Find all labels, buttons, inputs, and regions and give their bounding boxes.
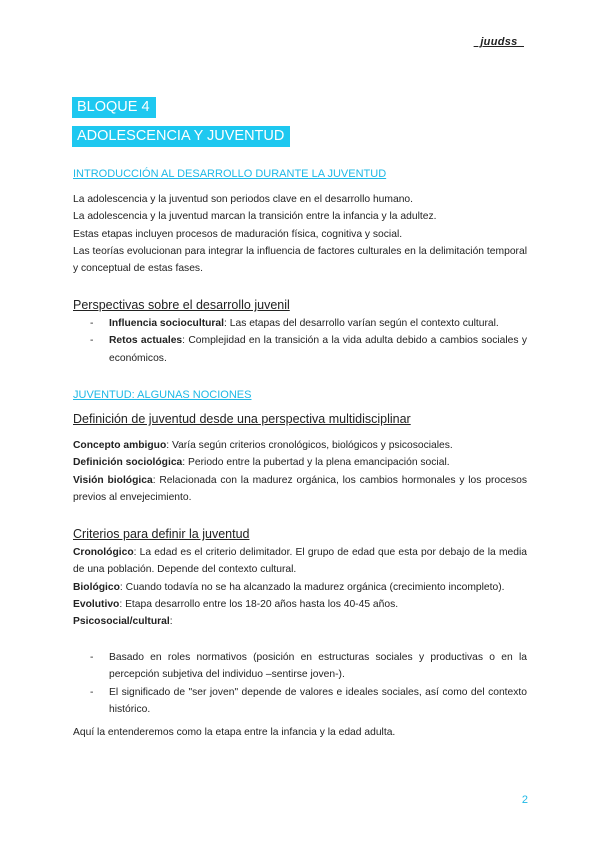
section-heading-notions: JUVENTUD: ALGUNAS NOCIONES: [73, 389, 252, 401]
criteria-item: Biológico: Cuando todavía no se ha alcanzado la madurez orgánica (crecimiento incompleto).: [73, 581, 505, 593]
list-item: - Retos actuales: Complejidad en la transición a la vida adulta debido a cambios sociales y económicos.: [90, 332, 527, 367]
perspectives-list: [90, 315, 527, 367]
intro-line: Estas etapas incluyen procesos de maduración física, cognitiva y social.: [73, 228, 403, 240]
criteria-item: Cronológico: La edad es el criterio delimitador. El grupo de edad que esta por debajo de la media de una población. Depende del contexto cultural.: [73, 547, 527, 576]
chapter-title-badge: ADOLESCENCIA Y JUVENTUD: [72, 126, 290, 147]
intro-line: La adolescencia y la juventud marcan la transición entre la infancia y la adultez.: [73, 211, 437, 223]
definition-item: Definición sociológica: Periodo entre la pubertad y la plena emancipación social.: [73, 457, 450, 469]
intro-line: Las teorías evolucionan para integrar la influencia de factores culturales en la delimitación temporal y conceptual de estas fases.: [73, 245, 527, 275]
definition-item: Visión biológica: Relacionada con la madurez orgánica, los cambios hormonales y los procesos previos al envejecimiento.: [73, 474, 527, 503]
psychosocial-list: [90, 649, 527, 718]
section-heading-intro: INTRODUCCIÓN AL DESARROLLO DURANTE LA JUVENTUD: [73, 168, 387, 180]
block-badge: BLOQUE 4: [72, 97, 156, 118]
subheading-criteria: Criterios para definir la juventud: [73, 527, 250, 541]
page-number: 2: [521, 794, 528, 806]
list-item: - Basado en roles normativos (posición en estructuras sociales y productivas o en la percepción subjetiva del individuo –sentirse joven-).: [90, 649, 527, 684]
list-item: - Influencia sociocultural: Las etapas del desarrollo varían según el contexto cultural.: [90, 315, 527, 332]
definitions-paragraph: [73, 437, 527, 506]
criteria-item: Psicosocial/cultural:: [73, 616, 173, 628]
subheading-perspectives: Perspectivas sobre el desarrollo juvenil: [73, 298, 290, 312]
closing-paragraph: Aquí la entenderemos como la etapa entre la infancia y la edad adulta.: [73, 727, 396, 738]
author-mark: _juudss_: [473, 36, 524, 48]
criteria-item: Evolutivo: Etapa desarrollo entre los 18-20 años hasta los 40-45 años.: [73, 598, 399, 610]
subheading-definition: Definición de juventud desde una perspectiva multidisciplinar: [73, 412, 411, 426]
intro-paragraph: [73, 191, 527, 277]
intro-line: La adolescencia y la juventud son periodos clave en el desarrollo humano.: [73, 194, 414, 205]
definition-item: Concepto ambiguo: Varía según criterios cronológicos, biológicos y psicosociales.: [73, 440, 453, 451]
criteria-paragraph: [73, 544, 527, 630]
list-item: - El significado de "ser joven" depende de valores e ideales sociales, así como del contexto histórico.: [90, 684, 527, 719]
